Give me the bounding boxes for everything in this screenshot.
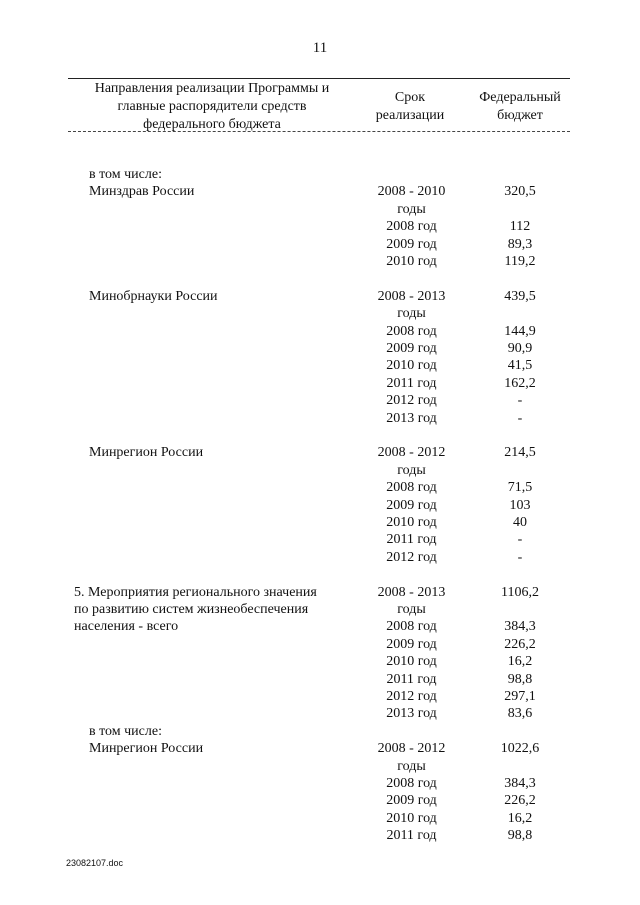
row-value: 226,2 [504, 636, 536, 652]
row-term: 2008 год [386, 219, 437, 235]
table-header-rule [68, 131, 570, 132]
row-term: 2011 год [386, 375, 437, 391]
row-text: в том числе: [89, 167, 162, 182]
row-term: 2012 год [386, 549, 437, 565]
file-name-footer: 23082107.doc [66, 858, 124, 868]
row-term: годы [397, 602, 426, 617]
row-term: 2008 - 2012 [377, 445, 446, 461]
row-text: 5. Мероприятия регионального значения [74, 584, 317, 600]
row-term: 2008 год [386, 480, 437, 496]
header-direction: Направления реализации Программы и главные распорядители средств федерального бюджета [94, 81, 330, 132]
row-term: 2012 год [386, 393, 437, 409]
row-value: 112 [509, 219, 531, 235]
row-term: 2012 год [386, 689, 437, 704]
header-term: Срок реализации [375, 90, 445, 123]
row-term: 2008 - 2010 [377, 184, 446, 200]
row-value: 98,8 [507, 828, 533, 844]
row-term: 2013 год [386, 706, 437, 722]
row-term: 2011 год [386, 671, 437, 687]
row-text: Минобрнауки России [89, 288, 218, 304]
row-value: 439,5 [504, 288, 536, 304]
page-number: 11 [312, 40, 328, 56]
row-term: годы [397, 306, 426, 322]
row-value: 384,3 [504, 776, 536, 791]
row-term: 2008 - 2013 [377, 288, 446, 304]
row-value: 162,2 [504, 375, 536, 391]
row-value: 40 [513, 515, 527, 530]
header-budget: Федеральный бюджет [479, 90, 561, 123]
row-value: 214,5 [504, 445, 536, 461]
row-term: 2009 год [386, 236, 437, 252]
row-value: 297,1 [504, 689, 536, 704]
row-term: 2009 год [386, 636, 437, 652]
row-value: 41,5 [507, 358, 533, 374]
row-value: 16,2 [507, 810, 533, 826]
row-text: в том числе: [89, 723, 162, 739]
row-value: 71,5 [507, 480, 533, 496]
row-value: - [517, 410, 523, 426]
row-value: 16,2 [507, 654, 533, 670]
row-term: 2011 год [386, 828, 437, 844]
row-term: 2008 - 2012 [377, 741, 446, 757]
row-value: 1106,2 [501, 584, 539, 600]
row-value: 98,8 [507, 671, 533, 687]
row-value: 119,2 [504, 254, 536, 269]
row-term: 2010 год [386, 254, 437, 269]
row-term: 2008 год [386, 323, 437, 339]
row-value: - [517, 532, 523, 548]
row-term: 2009 год [386, 341, 437, 356]
row-text: по развитию систем жизнеобеспечения [74, 602, 309, 617]
row-value: 320,5 [504, 184, 536, 200]
row-value: - [517, 549, 523, 565]
row-term: 2010 год [386, 654, 437, 670]
table-top-rule [68, 78, 570, 79]
row-term: 2011 год [386, 532, 437, 548]
row-term: 2008 год [386, 776, 437, 791]
row-term: 2010 год [386, 358, 437, 374]
row-term: 2013 год [386, 410, 437, 426]
row-term: 2010 год [386, 515, 437, 530]
row-term: годы [397, 758, 426, 774]
row-text: Минрегион России [89, 741, 204, 757]
row-value: 89,3 [507, 236, 533, 252]
row-term: 2009 год [386, 793, 437, 809]
row-term: годы [397, 462, 426, 478]
row-text: Минздрав России [89, 184, 195, 200]
row-value: 103 [509, 497, 531, 513]
row-term: годы [397, 201, 426, 217]
row-term: 2009 год [386, 497, 437, 513]
row-text: Минрегион России [89, 445, 204, 461]
row-value: 144,9 [504, 323, 536, 339]
row-value: - [517, 393, 523, 409]
row-term: 2010 год [386, 810, 437, 826]
row-value: 384,3 [504, 619, 536, 635]
row-term: 2008 год [386, 619, 437, 635]
row-value: 1022,6 [500, 741, 540, 757]
row-term: 2008 - 2013 [377, 584, 446, 600]
row-value: 83,6 [507, 706, 533, 722]
row-value: 226,2 [504, 793, 536, 809]
row-value: 90,9 [507, 341, 533, 356]
row-text: населения - всего [74, 619, 179, 635]
